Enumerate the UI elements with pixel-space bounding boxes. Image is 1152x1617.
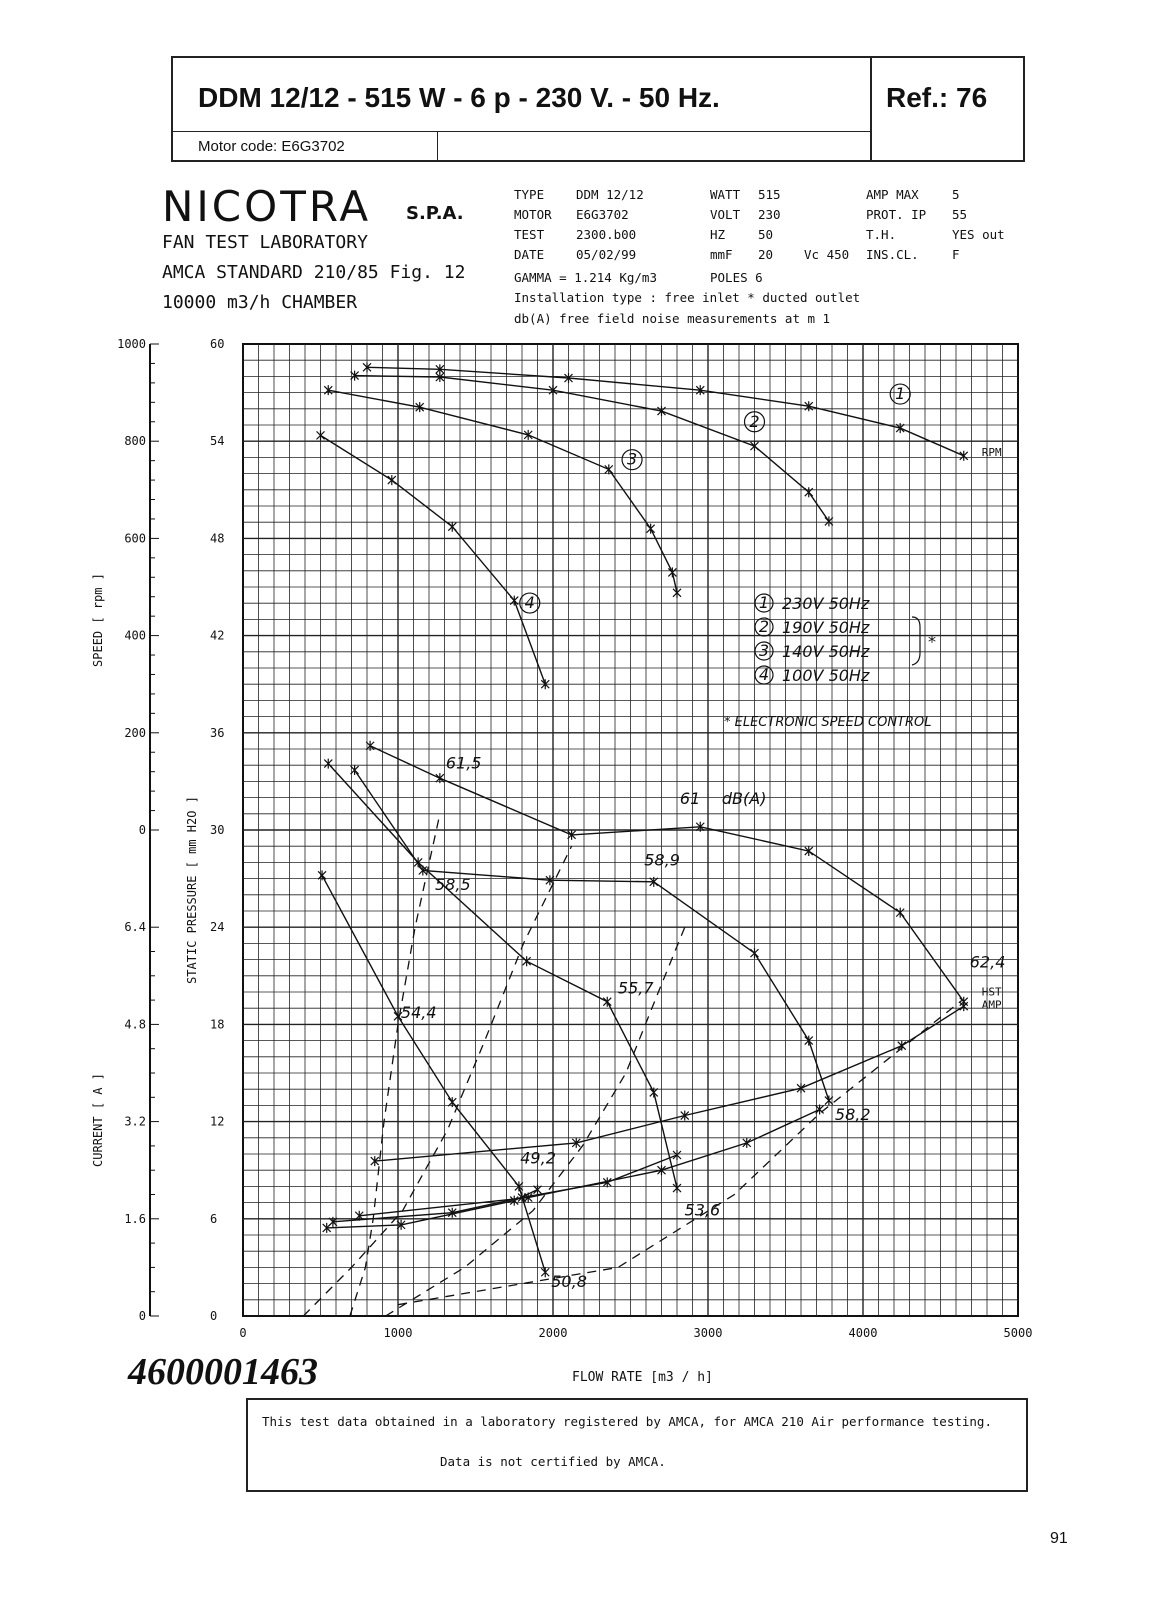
spec-value-prot: 55 xyxy=(952,207,968,222)
noise-labels xyxy=(401,384,1005,1291)
spec-label-type: TYPE xyxy=(514,187,545,202)
legend-number: 2 xyxy=(758,617,770,636)
document-number: 4600001463 xyxy=(128,1351,318,1393)
series-3-current-line xyxy=(333,1155,677,1222)
spec-noise: db(A) free field noise measurements at m 1 xyxy=(514,311,831,326)
x-tick-label: 2000 xyxy=(538,1326,568,1340)
data-point-mark xyxy=(603,997,611,1007)
pressure-tick-label: 18 xyxy=(210,1017,225,1032)
series-1-speed_rpm-line xyxy=(367,367,964,456)
spec-label-amp-max: AMP MAX xyxy=(866,187,919,202)
data-point xyxy=(388,475,396,485)
spec-value-test: 2300.b00 xyxy=(576,227,637,242)
lab-line-2: AMCA STANDARD 210/85 Fig. 12 xyxy=(162,262,466,283)
data-point-mark xyxy=(510,596,518,606)
data-point xyxy=(603,997,611,1007)
data-point-mark xyxy=(751,948,759,958)
data-point-mark xyxy=(751,441,759,451)
reference-number: Ref.: 76 xyxy=(886,82,988,113)
data-point xyxy=(751,948,759,958)
pressure-tick-label: 6 xyxy=(210,1211,218,1226)
data-point-mark xyxy=(541,1267,549,1277)
spec-vc: Vc 450 xyxy=(804,247,850,262)
spec-label-th: T.H. xyxy=(866,227,897,242)
data-point-mark xyxy=(605,464,613,474)
pressure-tick-label: 24 xyxy=(210,920,225,935)
spec-value-hz: 50 xyxy=(758,227,774,242)
data-point xyxy=(668,567,676,577)
current-tick-label: 6.4 xyxy=(124,920,146,935)
spec-value-th: YES out xyxy=(952,227,1005,242)
legend-entry: 190V 50Hz xyxy=(782,618,870,637)
noise-label: 61 xyxy=(679,789,701,809)
pressure-axis-label: STATIC PRESSURE [ mm H2O ] xyxy=(185,796,199,984)
series-tag-number: 3 xyxy=(626,449,638,469)
series-tag-number: 4 xyxy=(524,593,535,613)
series-4-speed_rpm-line xyxy=(321,435,546,684)
series-tag-number: 1 xyxy=(895,384,906,404)
noise-label: 58,2 xyxy=(834,1104,871,1124)
series-2-pressure-line xyxy=(355,770,829,1100)
system-curve xyxy=(350,814,440,1316)
x-axis-label: FLOW RATE [m3 / h] xyxy=(572,1370,713,1385)
data-point xyxy=(743,1138,751,1148)
legend-number: 1 xyxy=(758,593,770,612)
data-point-mark xyxy=(647,524,655,534)
data-point xyxy=(324,759,332,769)
spec-installation: Installation type : free inlet * ducted outlet xyxy=(514,290,861,305)
spec-value-date: 05/02/99 xyxy=(576,247,637,262)
data-point-mark xyxy=(743,1138,751,1148)
chart-legend xyxy=(724,593,936,730)
pressure-curve-label: HST xyxy=(981,985,1002,999)
data-point-mark xyxy=(448,1097,456,1107)
speed-control-note: * ELECTRONIC SPEED CONTROL xyxy=(724,715,932,730)
data-point-mark xyxy=(673,1150,681,1160)
data-point xyxy=(448,1097,456,1107)
data-point xyxy=(510,596,518,606)
data-point xyxy=(960,451,968,461)
data-point-mark xyxy=(960,1001,968,1011)
current-axis-label: CURRENT [ A ] xyxy=(91,1073,105,1167)
motor-code: Motor code: E6G3702 xyxy=(198,138,345,155)
spec-gamma: GAMMA = 1.214 Kg/m3 xyxy=(514,270,657,285)
pressure-tick-label: 42 xyxy=(210,628,225,643)
noise-label: 62,4 xyxy=(969,952,1006,972)
series-4-current-line xyxy=(327,1190,538,1228)
data-point-mark xyxy=(317,430,325,440)
noise-unit-label: dB(A) xyxy=(721,789,767,809)
legend-number: 3 xyxy=(758,641,770,660)
disclaimer-line-2: Data is not certified by AMCA. xyxy=(440,1454,666,1469)
company-suffix: S.P.A. xyxy=(406,203,464,224)
spec-label-hz: HZ xyxy=(710,227,726,242)
spec-label-test: TEST xyxy=(514,227,545,242)
lab-line-1: FAN TEST LABORATORY xyxy=(162,232,368,253)
x-tick-label: 3000 xyxy=(693,1326,723,1340)
noise-label: 61,5 xyxy=(445,753,482,773)
disclaimer-line-1: This test data obtained in a laboratory registered by AMCA, for AMCA 210 Air performance testing. xyxy=(262,1414,992,1429)
lab-line-3: 10000 m3/h CHAMBER xyxy=(162,292,358,313)
data-point-mark xyxy=(436,773,444,783)
data-point xyxy=(673,1183,681,1193)
chart-axes xyxy=(91,337,1032,1340)
data-point xyxy=(317,430,325,440)
speed-axis-label: SPEED [ rpm ] xyxy=(91,573,105,667)
x-tick-label: 5000 xyxy=(1003,1326,1033,1340)
data-point xyxy=(541,1267,549,1277)
data-point-mark xyxy=(523,956,531,966)
data-point-mark xyxy=(668,567,676,577)
spec-label-date: DATE xyxy=(514,247,545,262)
legend-entry: 140V 50Hz xyxy=(782,642,870,661)
current-curve-label: AMP xyxy=(981,998,1002,1012)
speed-tick-label: 600 xyxy=(124,531,146,546)
data-point-mark xyxy=(898,1041,906,1051)
noise-label: 50,8 xyxy=(551,1271,587,1291)
speed-tick-label: 800 xyxy=(124,434,146,449)
spec-value-motor: E6G3702 xyxy=(576,207,629,222)
speed-tick-label: 0 xyxy=(138,823,146,837)
x-tick-label: 1000 xyxy=(383,1326,413,1340)
spec-label-motor: MOTOR xyxy=(514,207,552,222)
legend-bracket xyxy=(912,617,920,665)
spec-value-type: DDM 12/12 xyxy=(576,187,644,202)
speed-tick-label: 1000 xyxy=(117,337,146,351)
speed-tick-label: 200 xyxy=(124,725,146,740)
data-point-mark xyxy=(534,1185,542,1195)
pressure-tick-label: 48 xyxy=(210,531,225,546)
page-title: DDM 12/12 - 515 W - 6 p - 230 V. - 50 Hz. xyxy=(198,82,720,113)
spec-value-amp-max: 5 xyxy=(952,187,960,202)
data-point xyxy=(534,1185,542,1195)
spec-value-ins-cl: F xyxy=(952,247,960,262)
pressure-tick-label: 60 xyxy=(210,337,225,351)
data-point xyxy=(318,870,326,880)
current-tick-label: 3.2 xyxy=(124,1114,146,1129)
data-point-mark xyxy=(673,588,681,598)
noise-label: 58,9 xyxy=(644,850,680,870)
spec-value-volt: 230 xyxy=(758,207,781,222)
x-tick-label: 0 xyxy=(239,1326,247,1340)
data-point-mark xyxy=(805,487,813,497)
page-number: 91 xyxy=(1050,1530,1068,1547)
x-tick-label: 4000 xyxy=(848,1326,878,1340)
data-point xyxy=(650,1087,658,1097)
pressure-tick-label: 30 xyxy=(210,823,225,837)
data-point xyxy=(960,1001,968,1011)
current-tick-label: 1.6 xyxy=(124,1211,146,1226)
data-point-mark xyxy=(388,475,396,485)
data-point xyxy=(805,487,813,497)
data-point-mark xyxy=(673,1183,681,1193)
pressure-tick-label: 12 xyxy=(210,1114,225,1129)
spec-label-mmf: mmF xyxy=(710,247,733,262)
data-point-mark xyxy=(960,451,968,461)
spec-value-watt: 515 xyxy=(758,187,781,202)
current-tick-label: 4.8 xyxy=(124,1017,146,1032)
spec-label-volt: VOLT xyxy=(710,207,741,222)
legend-bracket-mark: * xyxy=(928,632,936,651)
noise-label: 54,4 xyxy=(400,1002,437,1022)
legend-entry: 100V 50Hz xyxy=(782,666,870,685)
data-point xyxy=(673,1150,681,1160)
data-point-mark xyxy=(448,522,456,532)
data-point xyxy=(448,522,456,532)
noise-label: 55,7 xyxy=(617,978,654,998)
spec-value-mmf: 20 xyxy=(758,247,774,262)
disclaimer-box xyxy=(246,1398,1028,1492)
spec-label-watt: WATT xyxy=(710,187,741,202)
noise-label: 53,6 xyxy=(684,1200,721,1220)
spec-poles: POLES 6 xyxy=(710,270,763,285)
spec-label-ins-cl: INS.CL. xyxy=(866,247,919,262)
data-point-mark xyxy=(318,870,326,880)
speed-curve-label: RPM xyxy=(981,445,1002,459)
data-point xyxy=(898,1041,906,1051)
pressure-tick-label: 36 xyxy=(210,725,225,740)
data-point-markers xyxy=(317,362,968,1277)
speed-tick-label: 400 xyxy=(124,628,146,643)
legend-number: 4 xyxy=(758,665,770,684)
series-2-current-line xyxy=(359,1110,819,1216)
series-3-speed_rpm-line xyxy=(328,390,677,593)
data-point xyxy=(896,908,904,918)
data-point xyxy=(673,588,681,598)
legend-entry: 230V 50Hz xyxy=(782,594,870,613)
spec-label-prot: PROT. IP xyxy=(866,207,927,222)
noise-label: 58,5 xyxy=(435,874,471,894)
data-point xyxy=(647,524,655,534)
series-tag-number: 2 xyxy=(749,411,760,431)
chart-grid xyxy=(243,344,1018,1316)
pressure-tick-label: 54 xyxy=(210,434,225,449)
company-name: NICOTRA xyxy=(162,182,372,231)
data-point-mark xyxy=(896,908,904,918)
data-point xyxy=(605,464,613,474)
data-point-mark xyxy=(324,759,332,769)
data-point xyxy=(751,441,759,451)
data-point xyxy=(523,956,531,966)
data-point xyxy=(436,773,444,783)
current-tick-label: 0 xyxy=(138,1309,146,1323)
pressure-tick-label: 0 xyxy=(210,1309,218,1323)
data-point-mark xyxy=(650,1087,658,1097)
noise-label: 49,2 xyxy=(520,1148,556,1168)
